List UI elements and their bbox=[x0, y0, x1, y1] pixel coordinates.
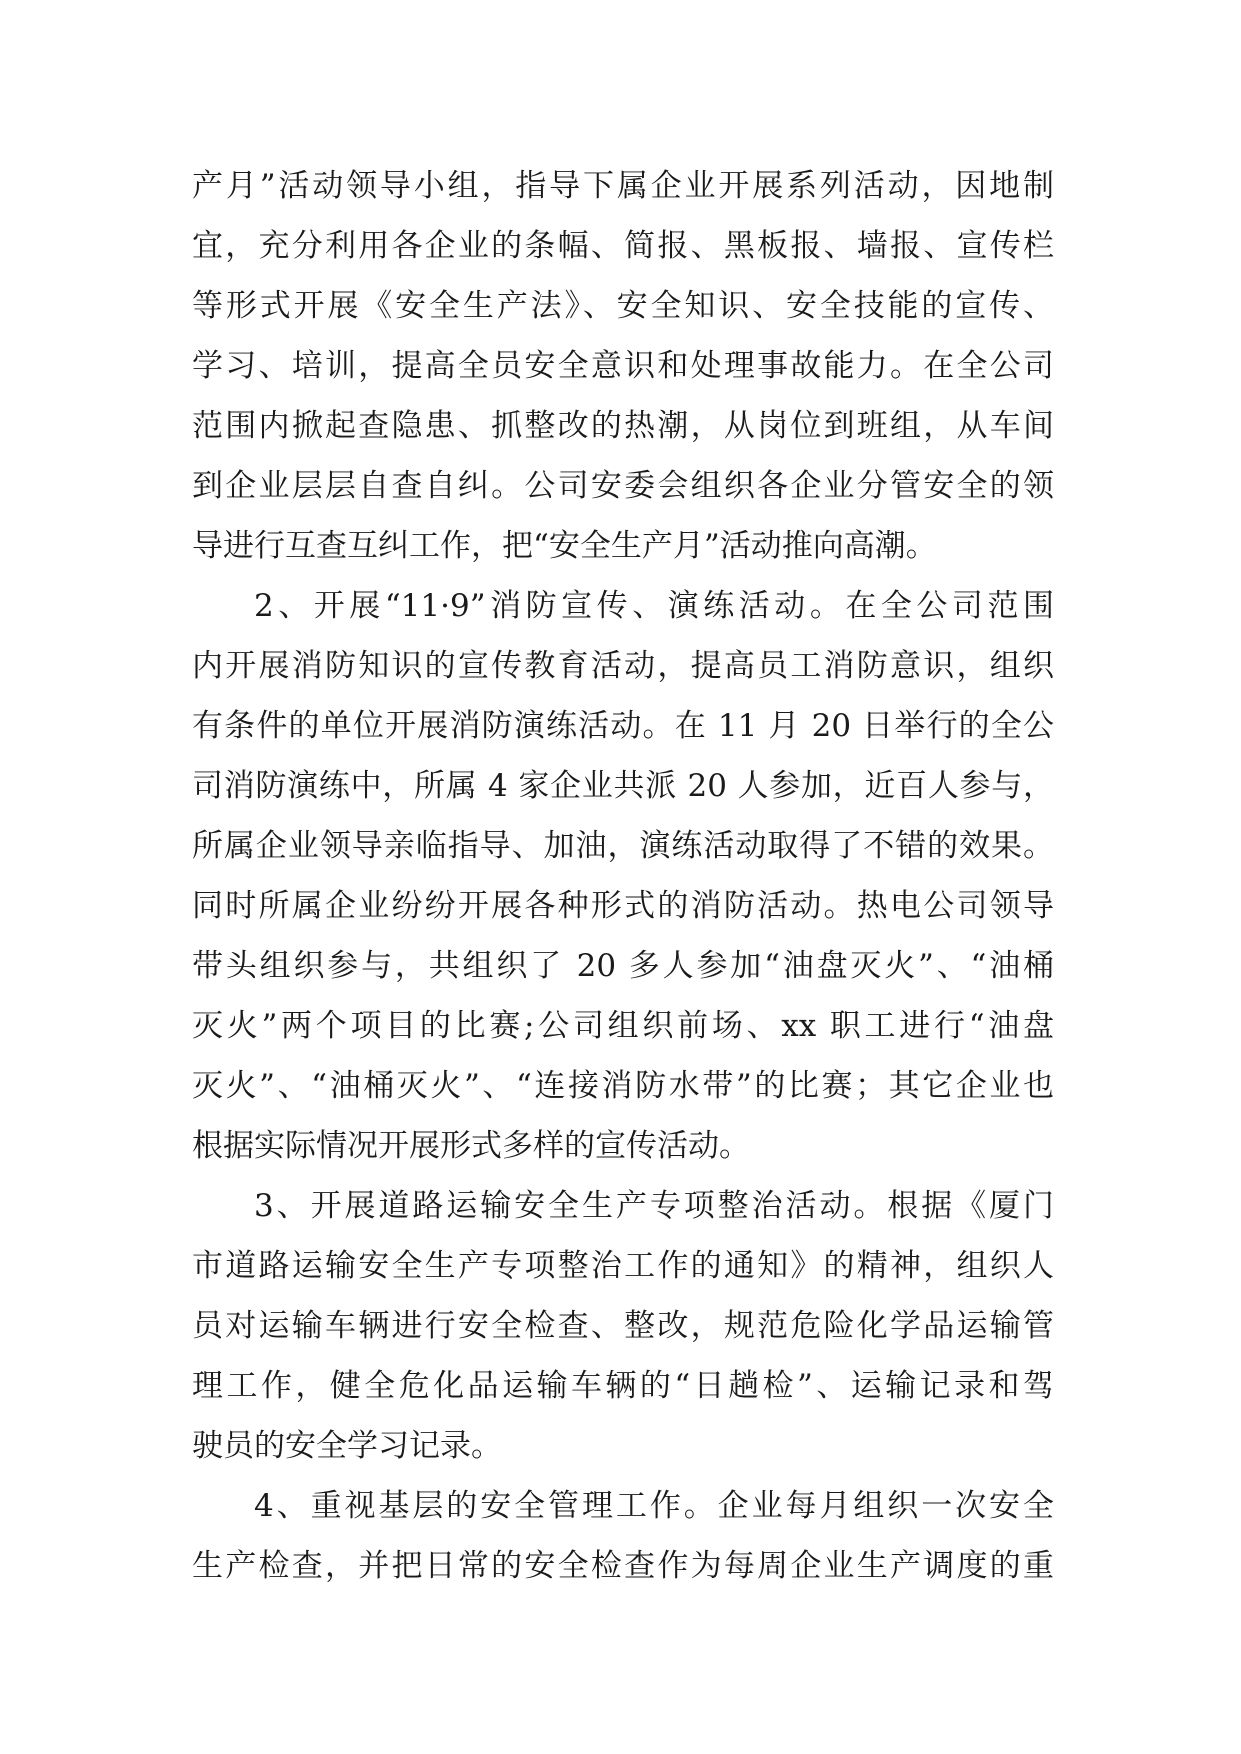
paragraph-1 bbox=[192, 156, 1054, 576]
text-line: 内开展消防知识的宣传教育活动，提高员工消防意识，组织 bbox=[192, 648, 1054, 684]
text-line: 2、开展“11·9”消防宣传、演练活动。在全公司范围 bbox=[254, 588, 1054, 624]
text-line: 驶员的安全学习记录。 bbox=[192, 1428, 502, 1464]
document-body bbox=[192, 156, 1054, 1596]
text-line: 根据实际情况开展形式多样的宣传活动。 bbox=[192, 1128, 750, 1164]
paragraph-2 bbox=[192, 576, 1054, 1176]
text-line: 员对运输车辆进行安全检查、整改，规范危险化学品运输管 bbox=[192, 1308, 1054, 1344]
text-line: 3、开展道路运输安全生产专项整治活动。根据《厦门 bbox=[254, 1188, 1054, 1224]
text-line: 同时所属企业纷纷开展各种形式的消防活动。热电公司领导 bbox=[192, 888, 1054, 924]
text-line: 导进行互查互纠工作，把“安全生产月”活动推向高潮。 bbox=[192, 528, 937, 564]
text-line: 宜，充分利用各企业的条幅、简报、黑板报、墙报、宣传栏 bbox=[192, 228, 1054, 264]
text-line: 带头组织参与，共组织了 20 多人参加“油盘灭火”、“油桶 bbox=[192, 948, 1054, 984]
text-line: 所属企业领导亲临指导、加油，演练活动取得了不错的效果。 bbox=[192, 828, 1054, 864]
text-line: 有条件的单位开展消防演练活动。在 11 月 20 日举行的全公 bbox=[192, 708, 1054, 744]
text-line: 到企业层层自查自纠。公司安委会组织各企业分管安全的领 bbox=[192, 468, 1054, 504]
text-line: 灭火”、“油桶灭火”、“连接消防水带”的比赛；其它企业也 bbox=[192, 1068, 1054, 1104]
text-line: 生产检查，并把日常的安全检查作为每周企业生产调度的重 bbox=[192, 1548, 1054, 1584]
paragraph-4 bbox=[192, 1476, 1054, 1596]
text-line: 灭火”两个项目的比赛;公司组织前场、xx 职工进行“油盘 bbox=[192, 1008, 1054, 1044]
text-line: 学习、培训，提高全员安全意识和处理事故能力。在全公司 bbox=[192, 348, 1054, 384]
text-line: 理工作，健全危化品运输车辆的“日趟检”、运输记录和驾 bbox=[192, 1368, 1054, 1404]
paragraph-3 bbox=[192, 1176, 1054, 1476]
text-line: 范围内掀起查隐患、抓整改的热潮，从岗位到班组，从车间 bbox=[192, 408, 1054, 444]
text-line: 产月”活动领导小组，指导下属企业开展系列活动，因地制 bbox=[192, 168, 1054, 204]
text-line: 司消防演练中，所属 4 家企业共派 20 人参加，近百人参与， bbox=[192, 768, 1054, 804]
text-line: 市道路运输安全生产专项整治工作的通知》的精神，组织人 bbox=[192, 1248, 1054, 1284]
text-line: 4、重视基层的安全管理工作。企业每月组织一次安全 bbox=[254, 1488, 1054, 1524]
text-line: 等形式开展《安全生产法》、安全知识、安全技能的宣传、 bbox=[192, 288, 1054, 324]
